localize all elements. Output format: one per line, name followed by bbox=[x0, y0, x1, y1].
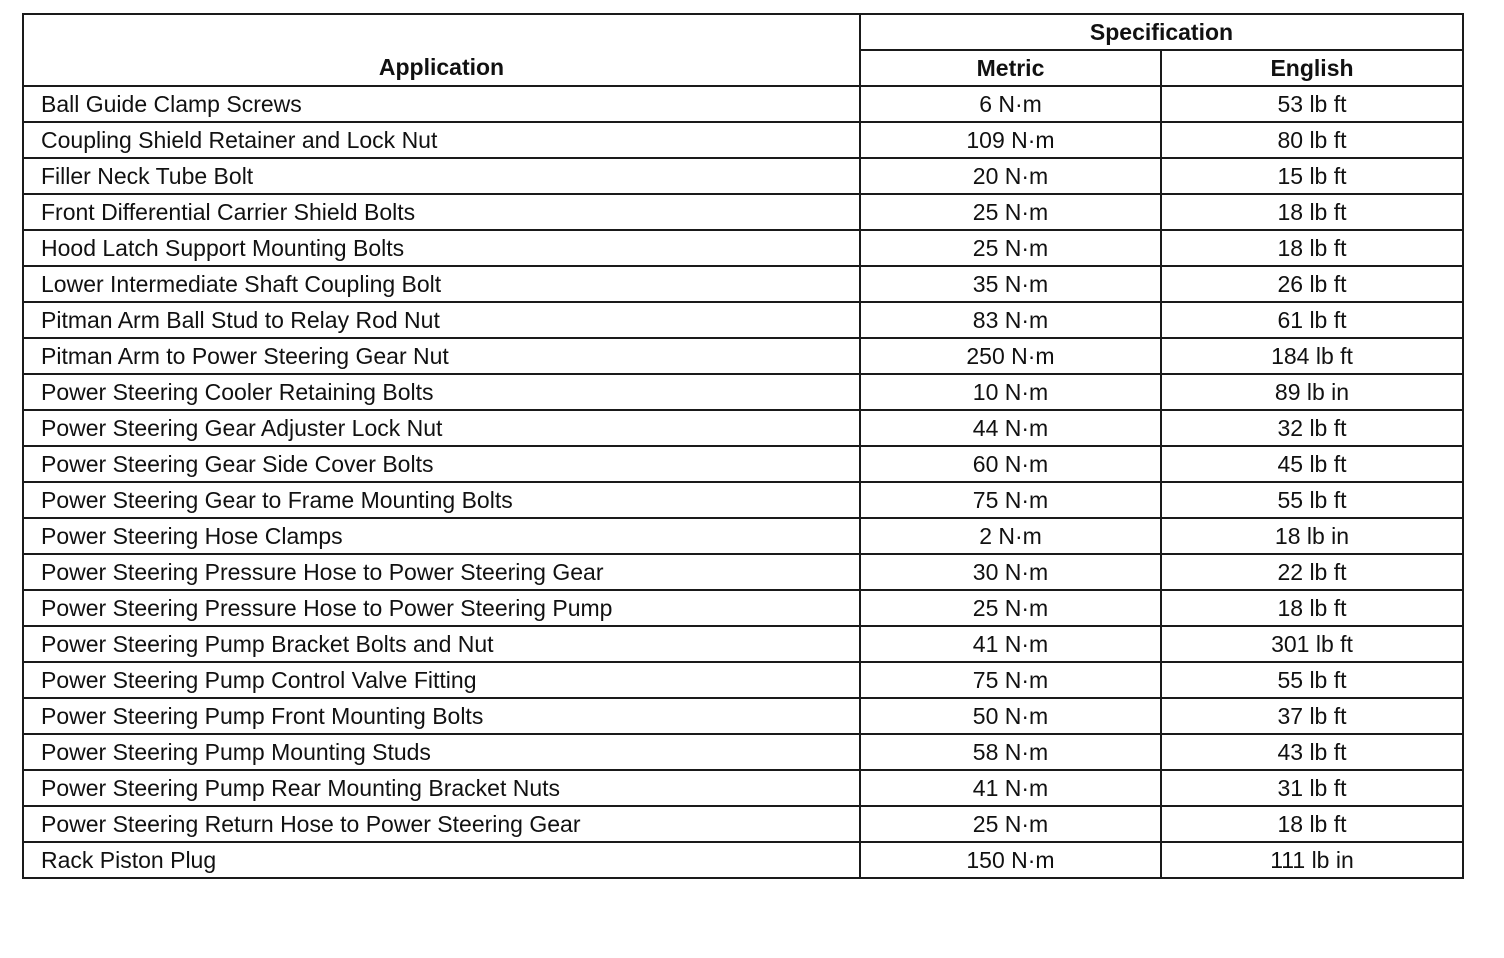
metric-cell: 25 N·m bbox=[860, 194, 1161, 230]
table-row bbox=[23, 698, 1463, 734]
english-cell: 43 lb ft bbox=[1161, 734, 1463, 770]
table-row bbox=[23, 194, 1463, 230]
metric-cell: 58 N·m bbox=[860, 734, 1161, 770]
metric-cell: 25 N·m bbox=[860, 230, 1161, 266]
table-row bbox=[23, 302, 1463, 338]
table-row bbox=[23, 770, 1463, 806]
table-row bbox=[23, 554, 1463, 590]
english-cell: 301 lb ft bbox=[1161, 626, 1463, 662]
table-row bbox=[23, 662, 1463, 698]
header-application: Application bbox=[23, 14, 860, 86]
table-row bbox=[23, 86, 1463, 122]
english-cell: 53 lb ft bbox=[1161, 86, 1463, 122]
english-cell: 18 lb ft bbox=[1161, 590, 1463, 626]
application-cell: Power Steering Pressure Hose to Power Steering Gear bbox=[23, 554, 860, 590]
application-cell: Power Steering Pump Mounting Studs bbox=[23, 734, 860, 770]
table-row bbox=[23, 158, 1463, 194]
header-specification: Specification bbox=[860, 14, 1463, 50]
metric-cell: 10 N·m bbox=[860, 374, 1161, 410]
application-cell: Rack Piston Plug bbox=[23, 842, 860, 878]
metric-cell: 30 N·m bbox=[860, 554, 1161, 590]
application-cell: Power Steering Return Hose to Power Steering Gear bbox=[23, 806, 860, 842]
english-cell: 55 lb ft bbox=[1161, 482, 1463, 518]
metric-cell: 83 N·m bbox=[860, 302, 1161, 338]
english-cell: 15 lb ft bbox=[1161, 158, 1463, 194]
metric-cell: 25 N·m bbox=[860, 590, 1161, 626]
table-row bbox=[23, 842, 1463, 878]
application-cell: Pitman Arm to Power Steering Gear Nut bbox=[23, 338, 860, 374]
metric-cell: 44 N·m bbox=[860, 410, 1161, 446]
english-cell: 18 lb ft bbox=[1161, 806, 1463, 842]
english-cell: 55 lb ft bbox=[1161, 662, 1463, 698]
application-cell: Power Steering Cooler Retaining Bolts bbox=[23, 374, 860, 410]
metric-cell: 250 N·m bbox=[860, 338, 1161, 374]
application-cell: Power Steering Gear Adjuster Lock Nut bbox=[23, 410, 860, 446]
table-row bbox=[23, 374, 1463, 410]
english-cell: 22 lb ft bbox=[1161, 554, 1463, 590]
table-row bbox=[23, 338, 1463, 374]
english-cell: 18 lb ft bbox=[1161, 230, 1463, 266]
metric-cell: 35 N·m bbox=[860, 266, 1161, 302]
metric-cell: 6 N·m bbox=[860, 86, 1161, 122]
application-cell: Power Steering Pump Front Mounting Bolts bbox=[23, 698, 860, 734]
torque-specification-table bbox=[22, 13, 1464, 879]
application-cell: Power Steering Hose Clamps bbox=[23, 518, 860, 554]
application-cell: Power Steering Pressure Hose to Power Steering Pump bbox=[23, 590, 860, 626]
table-row bbox=[23, 518, 1463, 554]
english-cell: 111 lb in bbox=[1161, 842, 1463, 878]
metric-cell: 2 N·m bbox=[860, 518, 1161, 554]
table-body bbox=[23, 86, 1463, 878]
english-cell: 61 lb ft bbox=[1161, 302, 1463, 338]
header-metric: Metric bbox=[860, 50, 1161, 86]
metric-cell: 20 N·m bbox=[860, 158, 1161, 194]
metric-cell: 109 N·m bbox=[860, 122, 1161, 158]
header-row-top bbox=[23, 14, 1463, 50]
metric-cell: 75 N·m bbox=[860, 482, 1161, 518]
metric-cell: 41 N·m bbox=[860, 770, 1161, 806]
table-row bbox=[23, 266, 1463, 302]
application-cell: Filler Neck Tube Bolt bbox=[23, 158, 860, 194]
english-cell: 184 lb ft bbox=[1161, 338, 1463, 374]
table-row bbox=[23, 734, 1463, 770]
application-cell: Lower Intermediate Shaft Coupling Bolt bbox=[23, 266, 860, 302]
application-cell: Coupling Shield Retainer and Lock Nut bbox=[23, 122, 860, 158]
table-row bbox=[23, 230, 1463, 266]
english-cell: 89 lb in bbox=[1161, 374, 1463, 410]
table-header bbox=[23, 14, 1463, 86]
application-cell: Power Steering Gear Side Cover Bolts bbox=[23, 446, 860, 482]
table-row bbox=[23, 482, 1463, 518]
metric-cell: 41 N·m bbox=[860, 626, 1161, 662]
english-cell: 31 lb ft bbox=[1161, 770, 1463, 806]
english-cell: 18 lb ft bbox=[1161, 194, 1463, 230]
table-row bbox=[23, 626, 1463, 662]
table-row bbox=[23, 122, 1463, 158]
english-cell: 37 lb ft bbox=[1161, 698, 1463, 734]
application-cell: Front Differential Carrier Shield Bolts bbox=[23, 194, 860, 230]
table-row bbox=[23, 806, 1463, 842]
english-cell: 45 lb ft bbox=[1161, 446, 1463, 482]
table-row bbox=[23, 446, 1463, 482]
english-cell: 26 lb ft bbox=[1161, 266, 1463, 302]
metric-cell: 60 N·m bbox=[860, 446, 1161, 482]
english-cell: 80 lb ft bbox=[1161, 122, 1463, 158]
english-cell: 18 lb in bbox=[1161, 518, 1463, 554]
metric-cell: 25 N·m bbox=[860, 806, 1161, 842]
metric-cell: 150 N·m bbox=[860, 842, 1161, 878]
table-row bbox=[23, 410, 1463, 446]
header-english: English bbox=[1161, 50, 1463, 86]
table-row bbox=[23, 590, 1463, 626]
application-cell: Power Steering Pump Rear Mounting Bracket Nuts bbox=[23, 770, 860, 806]
metric-cell: 75 N·m bbox=[860, 662, 1161, 698]
application-cell: Power Steering Gear to Frame Mounting Bolts bbox=[23, 482, 860, 518]
application-cell: Power Steering Pump Control Valve Fitting bbox=[23, 662, 860, 698]
application-cell: Power Steering Pump Bracket Bolts and Nut bbox=[23, 626, 860, 662]
application-cell: Pitman Arm Ball Stud to Relay Rod Nut bbox=[23, 302, 860, 338]
english-cell: 32 lb ft bbox=[1161, 410, 1463, 446]
metric-cell: 50 N·m bbox=[860, 698, 1161, 734]
application-cell: Ball Guide Clamp Screws bbox=[23, 86, 860, 122]
application-cell: Hood Latch Support Mounting Bolts bbox=[23, 230, 860, 266]
